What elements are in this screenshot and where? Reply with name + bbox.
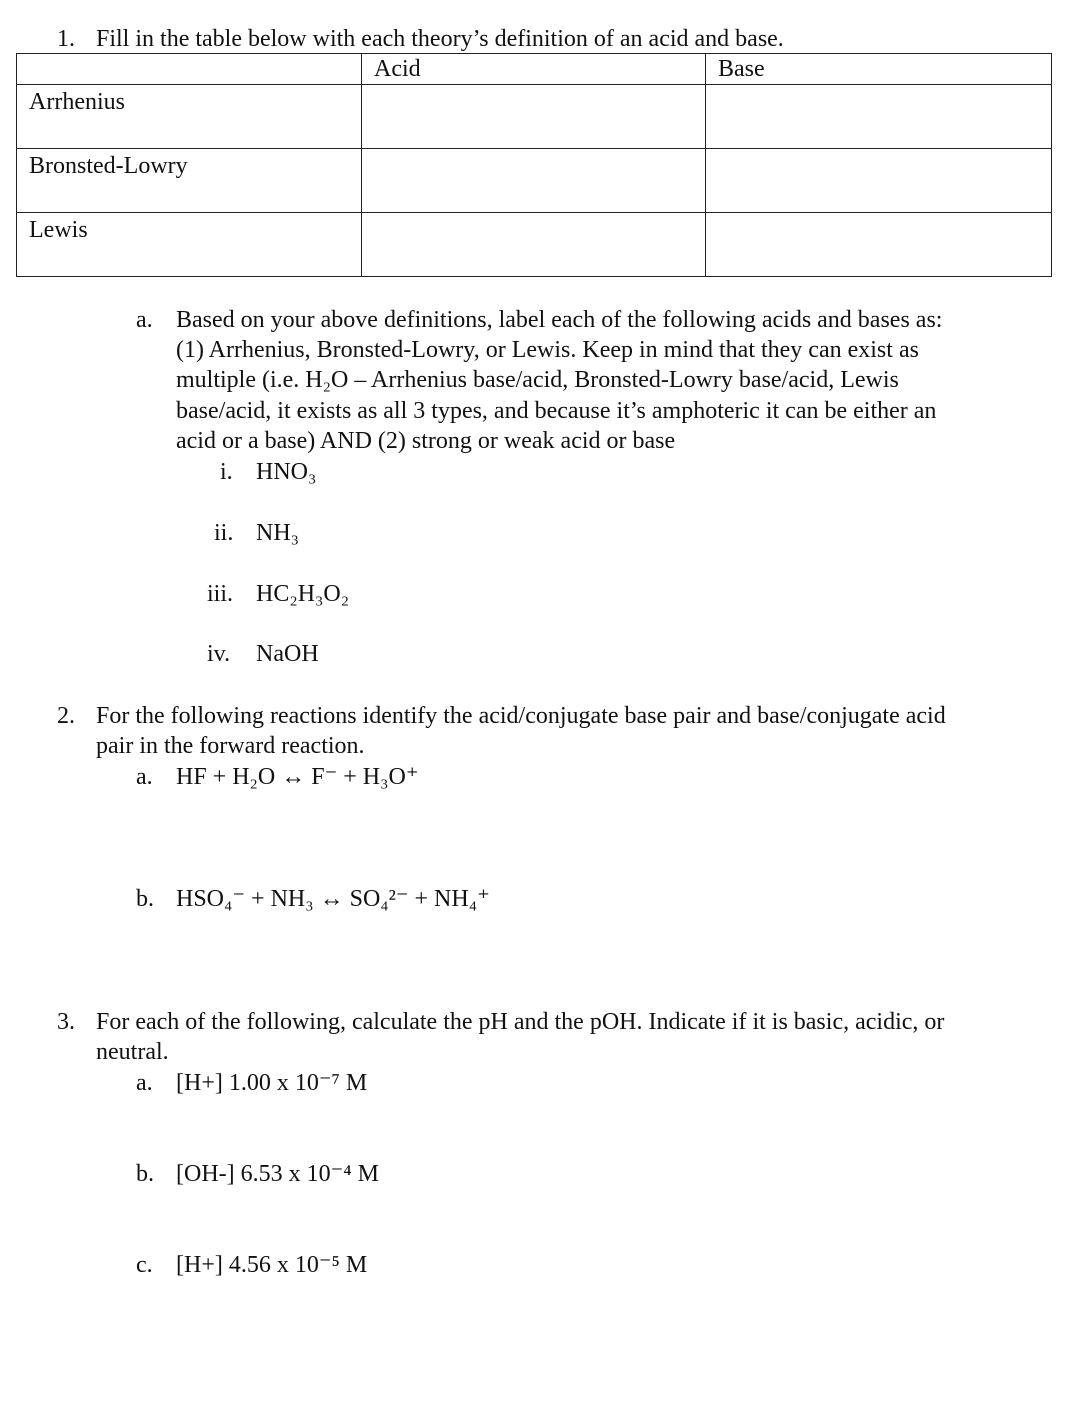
question-2-number: 2.: [57, 703, 75, 729]
part-a-line-2: (1) Arrhenius, Bronsted-Lowry, or Lewis. Keep in mind that they can exist as: [176, 337, 919, 363]
item-formula: HC₂H₃O₂: [256, 581, 350, 607]
table-row: [17, 213, 1052, 277]
part-a-label: a.: [136, 307, 153, 333]
theory-cell: Arrhenius: [17, 85, 362, 149]
theory-cell: Lewis: [17, 213, 362, 277]
question-1-text: Fill in the table below with each theory’s definition of an acid and base.: [96, 26, 784, 52]
item-formula: NaOH: [256, 641, 319, 667]
table-row: [17, 85, 1052, 149]
table-header-acid: Acid: [362, 54, 706, 85]
calc-label: b.: [136, 1161, 154, 1187]
reaction-equation: HSO₄⁻ + NH₃ ↔ SO₄²⁻ + NH₄⁺: [176, 886, 490, 912]
question-2-line-2: pair in the forward reaction.: [96, 733, 365, 759]
item-label: ii.: [214, 520, 234, 546]
calc-item: [OH-] 6.53 x 10⁻⁴ M: [176, 1161, 380, 1187]
question-3-number: 3.: [57, 1009, 75, 1035]
question-2-line-1: For the following reactions identify the acid/conjugate base pair and base/conjugate acid: [96, 703, 946, 729]
acid-answer-cell[interactable]: [362, 149, 706, 213]
item-label: iii.: [207, 581, 234, 607]
question-1-number: 1.: [57, 26, 75, 52]
table-header-theory: [17, 54, 362, 85]
table-row: [17, 149, 1052, 213]
acid-answer-cell[interactable]: [362, 85, 706, 149]
calc-item: [H+] 4.56 x 10⁻⁵ M: [176, 1252, 368, 1278]
calc-label: a.: [136, 1070, 153, 1096]
item-formula: NH₃: [256, 520, 300, 546]
theory-cell: Bronsted-Lowry: [17, 149, 362, 213]
acid-answer-cell[interactable]: [362, 213, 706, 277]
part-a-line-3: multiple (i.e. H₂O – Arrhenius base/acid, Bronsted-Lowry base/acid, Lewis: [176, 367, 899, 393]
base-answer-cell[interactable]: [706, 85, 1052, 149]
part-a-line-4: base/acid, it exists as all 3 types, and because it’s amphoteric it can be either an: [176, 398, 937, 424]
item-formula: HNO₃: [256, 459, 317, 485]
question-3-line-2: neutral.: [96, 1039, 169, 1065]
reaction-equation: HF + H₂O ↔ F⁻ + H₃O⁺: [176, 764, 419, 790]
definition-table: [16, 53, 1052, 277]
part-a-line-5: acid or a base) AND (2) strong or weak acid or base: [176, 428, 676, 454]
calc-item: [H+] 1.00 x 10⁻⁷ M: [176, 1070, 368, 1096]
base-answer-cell[interactable]: [706, 149, 1052, 213]
part-a-line-1: Based on your above definitions, label each of the following acids and bases as:: [176, 307, 943, 333]
reaction-label: b.: [136, 886, 154, 912]
table-header-row: [17, 54, 1052, 85]
base-answer-cell[interactable]: [706, 213, 1052, 277]
reaction-label: a.: [136, 764, 153, 790]
item-label: i.: [220, 459, 233, 485]
table-header-base: Base: [706, 54, 1052, 85]
item-label: iv.: [207, 641, 231, 667]
calc-label: c.: [136, 1252, 153, 1278]
question-3-line-1: For each of the following, calculate the pH and the pOH. Indicate if it is basic, acidic, or: [96, 1009, 945, 1035]
